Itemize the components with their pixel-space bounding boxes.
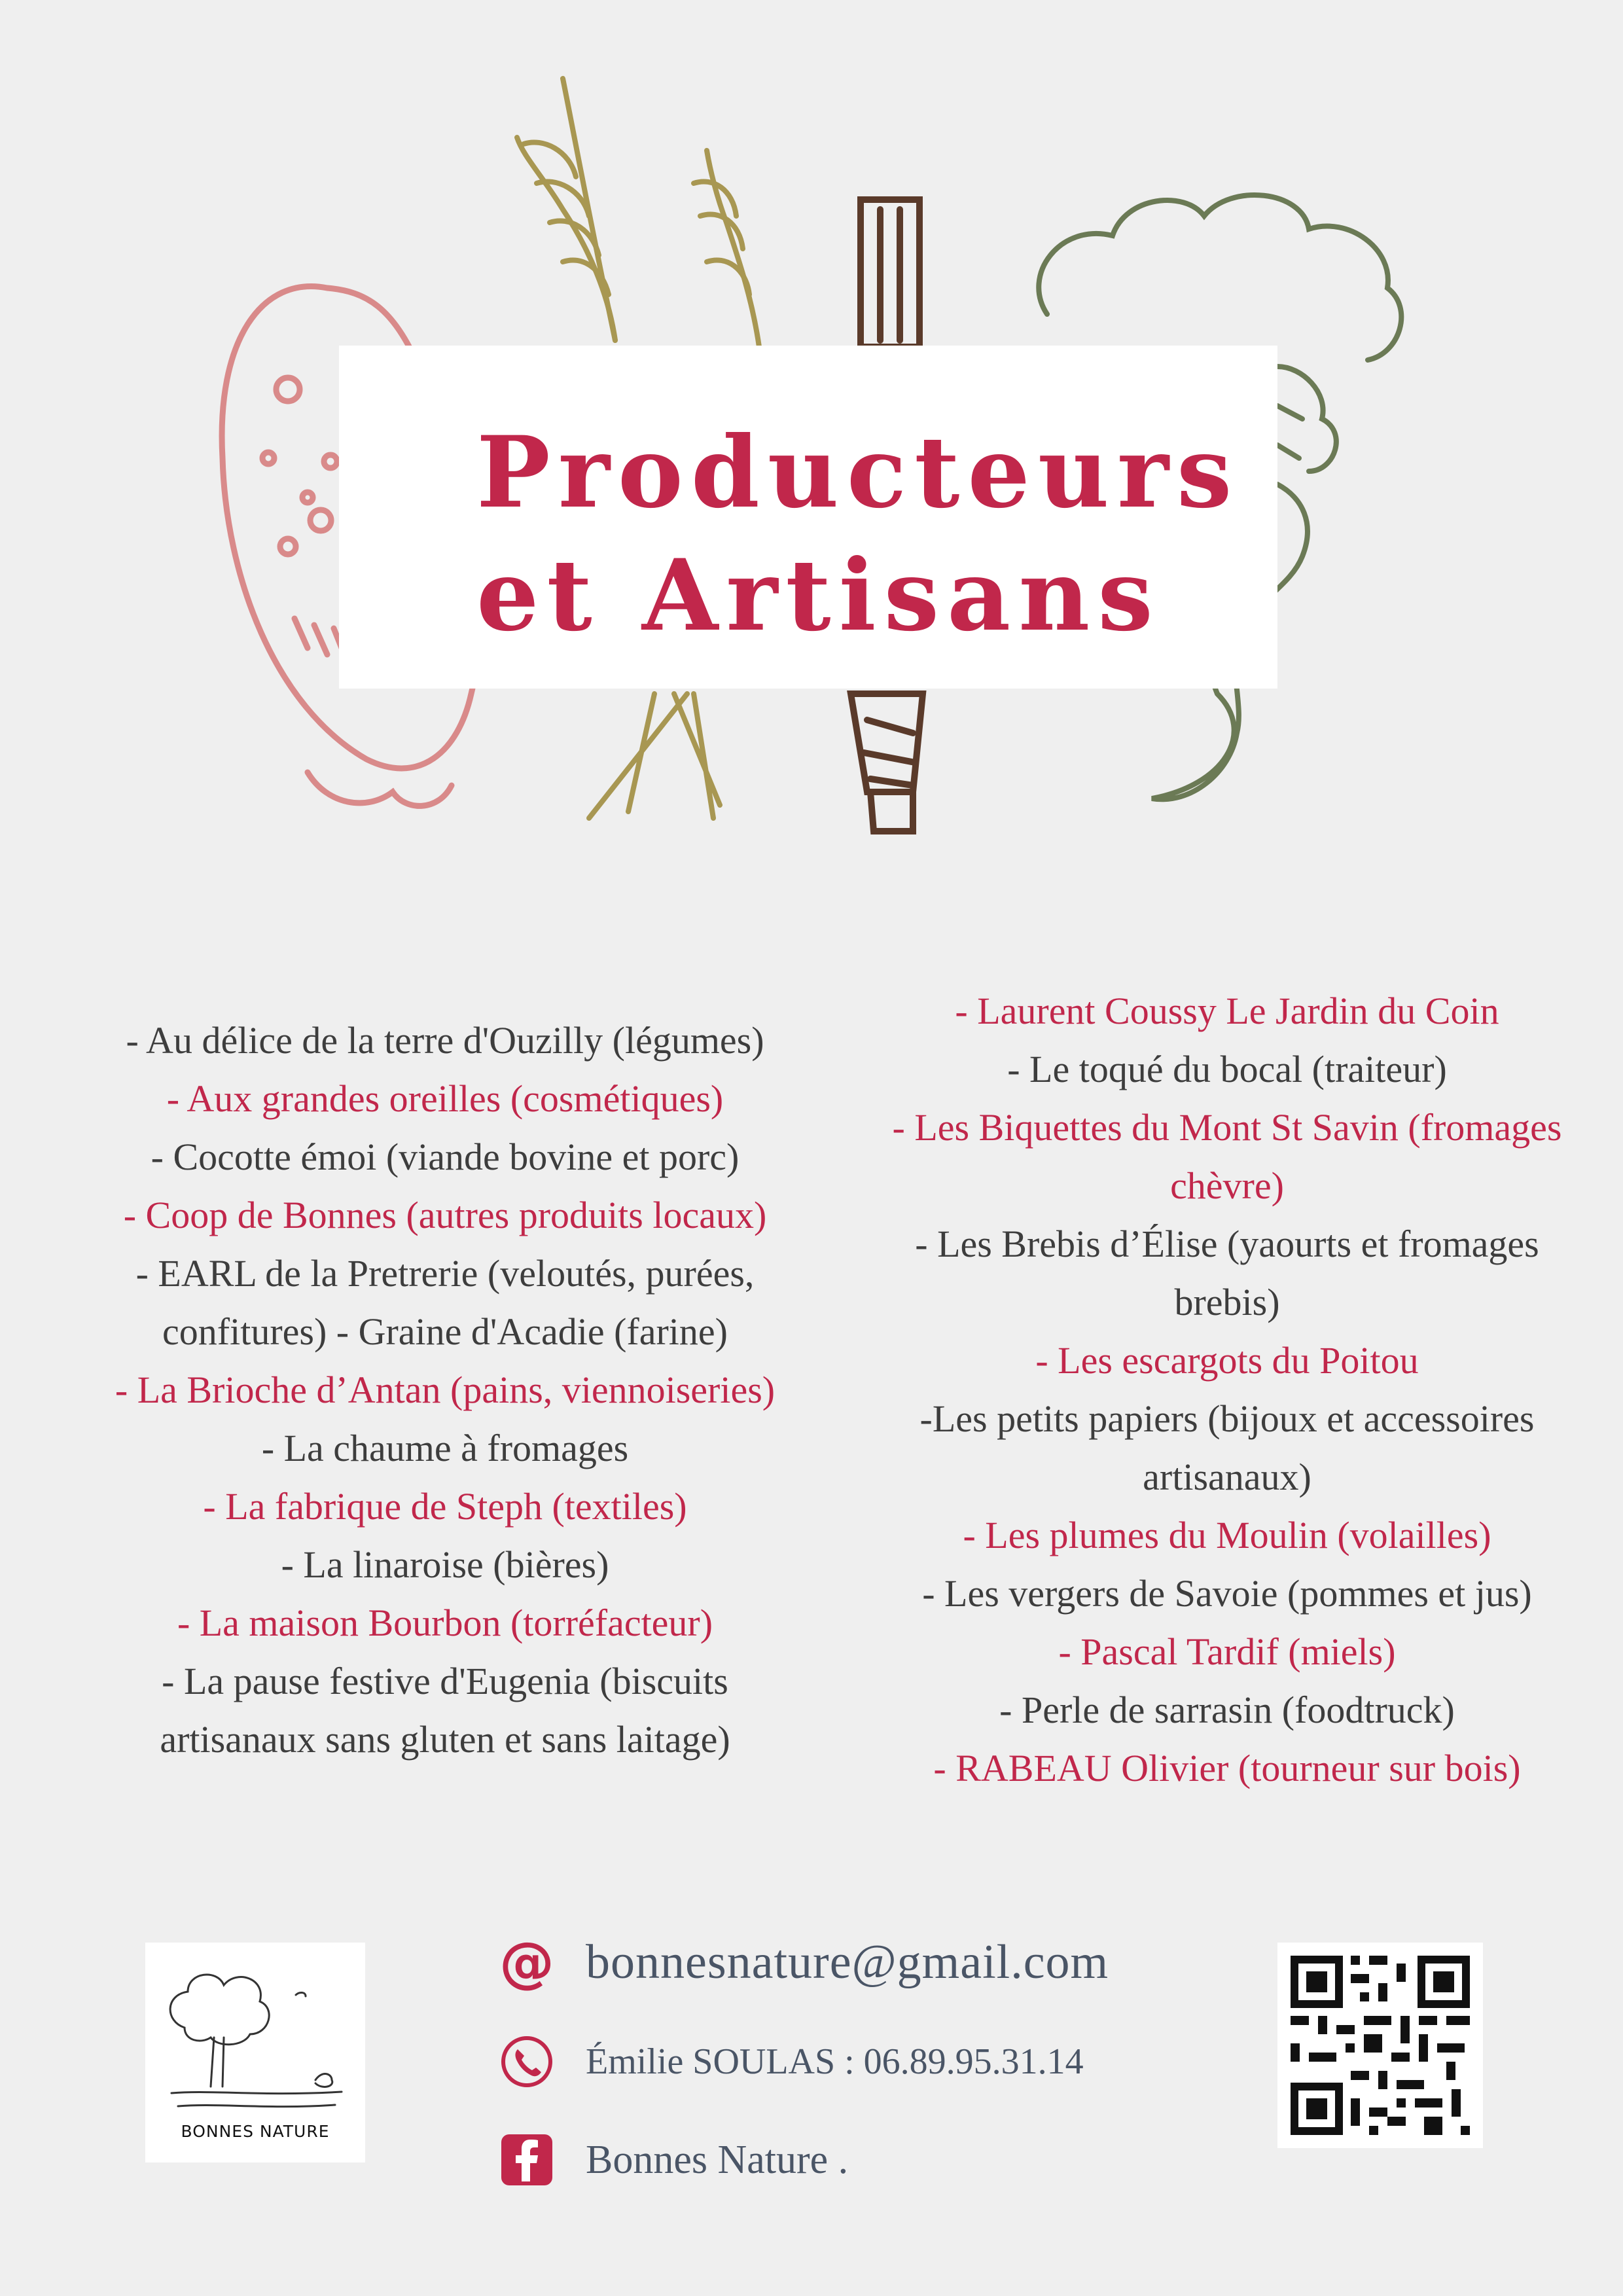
list-item: -Les petits papiers (bijoux et accessoires <box>919 1397 1535 1440</box>
list-item: - Les plumes du Moulin (volailles) <box>963 1514 1491 1556</box>
facebook-contact <box>497 2130 1204 2202</box>
list-item: artisanaux sans gluten et sans laitage) <box>160 1718 730 1761</box>
list-item: - Pascal Tardif (miels) <box>1058 1630 1396 1673</box>
list-item: - Cocotte émoi (viande bovine et porc) <box>151 1136 740 1178</box>
qr-code-icon <box>1277 1943 1483 2148</box>
list-item: artisanaux) <box>1143 1456 1311 1498</box>
list-item: - La Brioche d’Antan (pains, viennoiseries) <box>115 1369 776 1411</box>
phone-number[interactable]: Émilie SOULAS : 06.89.95.31.14 <box>586 2041 1084 2082</box>
list-item: confitures) - Graine d'Acadie (farine) <box>162 1310 728 1353</box>
logo-caption: BONNES NATURE <box>181 2122 330 2141</box>
list-item: - Perle de sarrasin (foodtruck) <box>999 1689 1455 1731</box>
list-item: - RABEAU Olivier (tourneur sur bois) <box>933 1747 1521 1789</box>
list-item: - Le toqué du bocal (traiteur) <box>1007 1048 1447 1090</box>
facebook-icon <box>497 2130 556 2189</box>
email-link[interactable]: bonnesnature@gmail.com <box>586 1935 1109 1989</box>
list-item: - Coop de Bonnes (autres produits locaux) <box>123 1194 767 1236</box>
bonnes-nature-logo <box>145 1943 365 2162</box>
list-item: - Les Biquettes du Mont St Savin (fromages <box>892 1106 1562 1149</box>
list-item: - La maison Bourbon (torréfacteur) <box>177 1602 713 1644</box>
list-item: chèvre) <box>1170 1164 1284 1207</box>
list-item: - La chaume à fromages <box>261 1427 629 1469</box>
at-icon: @ <box>499 1930 554 1994</box>
facebook-link[interactable]: Bonnes Nature . <box>586 2138 849 2182</box>
list-item: brebis) <box>1174 1281 1280 1323</box>
qr-code[interactable] <box>1277 1943 1483 2148</box>
list-item: - EARL de la Pretrerie (veloutés, purées, <box>135 1252 755 1295</box>
list-item: - La pause festive d'Eugenia (biscuits <box>162 1660 728 1702</box>
list-item: - La fabrique de Steph (textiles) <box>203 1485 687 1528</box>
list-item: - Aux grandes oreilles (cosmétiques) <box>166 1077 724 1120</box>
producers-list-right <box>844 982 1610 1797</box>
phone-icon <box>497 2032 556 2091</box>
page-title: Producteurs et Artisans <box>476 415 1240 653</box>
phone-contact <box>497 2032 1204 2104</box>
list-item: - La linaroise (bières) <box>281 1543 609 1586</box>
list-item: - Laurent Coussy Le Jardin du Coin <box>955 990 1499 1032</box>
list-item: - Au délice de la terre d'Ouzilly (légumes) <box>126 1019 764 1062</box>
list-item: - Les vergers de Savoie (pommes et jus) <box>922 1572 1532 1615</box>
list-item: - Les escargots du Poitou <box>1035 1339 1419 1382</box>
title-card <box>339 346 1277 689</box>
email-contact <box>497 1930 1204 2005</box>
list-item: - Les Brebis d’Élise (yaourts et fromages <box>915 1223 1539 1265</box>
producers-list-left <box>79 1011 812 1768</box>
